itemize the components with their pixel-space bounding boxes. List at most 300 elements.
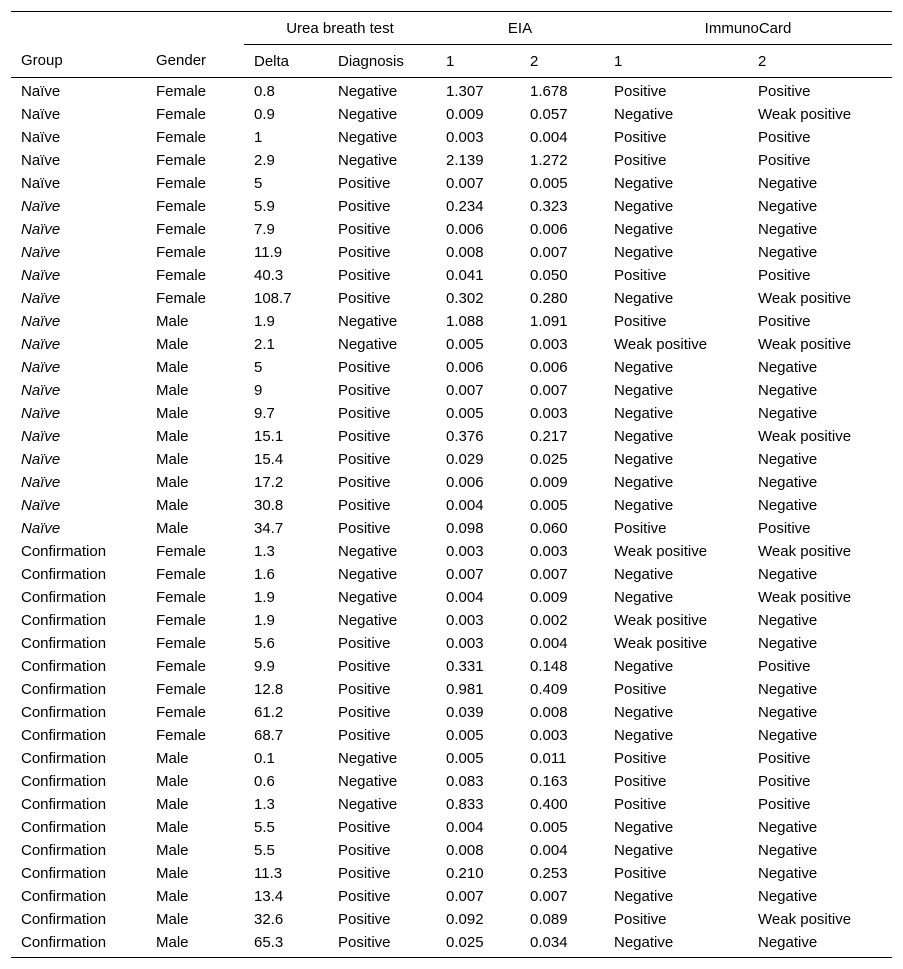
cell-delta: 108.7 [254, 290, 292, 307]
header-gender: Gender [146, 45, 244, 78]
cell-gender: Female [156, 152, 207, 169]
table-row [11, 195, 892, 218]
cell-immunocard-1: Positive [614, 267, 667, 284]
cell-immunocard-2: Weak positive [758, 428, 852, 445]
cell-eia-2: 0.003 [530, 405, 568, 422]
cell-diagnosis: Negative [338, 566, 398, 583]
cell-gender: Male [156, 865, 189, 882]
cell-gender: Female [156, 635, 207, 652]
cell-immunocard-2: Weak positive [758, 336, 852, 353]
cell-delta: 30.8 [254, 497, 284, 514]
cell-immunocard-1: Negative [614, 497, 674, 514]
cell-group: Confirmation [21, 704, 107, 721]
header-group: Group [11, 45, 146, 78]
cell-diagnosis: Positive [338, 911, 391, 928]
cell-group: Naïve [21, 152, 61, 169]
cell-immunocard-1: Positive [614, 750, 667, 767]
cell-eia-1: 0.005 [446, 405, 484, 422]
cell-immunocard-1: Negative [614, 405, 674, 422]
header-urea-breath-test: Urea breath test [244, 12, 436, 45]
cell-delta: 9 [254, 382, 263, 399]
cell-eia-1: 0.833 [446, 796, 484, 813]
cell-immunocard-1: Positive [614, 773, 667, 790]
cell-group: Confirmation [21, 796, 107, 813]
cell-eia-1: 0.039 [446, 704, 484, 721]
results-table-container [11, 11, 892, 958]
cell-eia-2: 0.006 [530, 221, 568, 238]
cell-diagnosis: Negative [338, 796, 398, 813]
cell-eia-1: 0.331 [446, 658, 484, 675]
cell-eia-2: 0.008 [530, 704, 568, 721]
cell-immunocard-2: Positive [758, 750, 811, 767]
header-eia-2: 2 [520, 45, 604, 78]
table-row [11, 103, 892, 126]
table-row [11, 862, 892, 885]
cell-eia-2: 0.005 [530, 497, 568, 514]
cell-delta: 34.7 [254, 520, 284, 537]
cell-eia-2: 0.025 [530, 451, 568, 468]
table-row [11, 793, 892, 816]
cell-immunocard-1: Positive [614, 796, 667, 813]
cell-immunocard-2: Positive [758, 520, 811, 537]
cell-immunocard-2: Weak positive [758, 911, 852, 928]
cell-eia-1: 0.009 [446, 106, 484, 123]
cell-eia-1: 0.005 [446, 336, 484, 353]
header-diagnosis: Diagnosis [328, 45, 436, 78]
cell-diagnosis: Negative [338, 750, 398, 767]
cell-eia-1: 1.088 [446, 313, 484, 330]
cell-eia-2: 1.678 [530, 83, 568, 100]
cell-diagnosis: Negative [338, 612, 398, 629]
table-row [11, 471, 892, 494]
table-row [11, 218, 892, 241]
cell-diagnosis: Positive [338, 405, 391, 422]
cell-eia-2: 0.011 [530, 750, 567, 767]
cell-diagnosis: Negative [338, 589, 398, 606]
cell-delta: 5.5 [254, 819, 275, 836]
cell-eia-1: 0.007 [446, 382, 484, 399]
cell-immunocard-1: Weak positive [614, 336, 708, 353]
cell-delta: 2.9 [254, 152, 275, 169]
cell-immunocard-2: Positive [758, 152, 811, 169]
cell-gender: Female [156, 566, 207, 583]
table-body [11, 78, 892, 958]
cell-eia-1: 0.234 [446, 198, 484, 215]
header-delta: Delta [244, 45, 328, 78]
cell-eia-1: 2.139 [446, 152, 484, 169]
cell-diagnosis: Positive [328, 931, 436, 958]
cell-immunocard-1: Positive [614, 681, 667, 698]
table-row [11, 816, 892, 839]
cell-immunocard-2: Negative [758, 198, 818, 215]
cell-immunocard-1: Negative [614, 428, 674, 445]
cell-group: Confirmation [21, 589, 107, 606]
cell-immunocard-1: Weak positive [614, 612, 708, 629]
cell-gender: Male [156, 497, 189, 514]
cell-gender: Male [156, 796, 189, 813]
cell-eia-1: 0.981 [446, 681, 484, 698]
cell-group: Confirmation [21, 681, 107, 698]
cell-immunocard-2: Positive [758, 773, 811, 790]
cell-gender: Female [156, 106, 207, 123]
cell-gender: Male [156, 336, 189, 353]
cell-immunocard-1: Negative [614, 451, 674, 468]
cell-immunocard-1: Negative [614, 888, 674, 905]
table-row [11, 126, 892, 149]
cell-immunocard-2: Positive [758, 83, 811, 100]
cell-gender: Female [156, 129, 207, 146]
cell-delta: 15.1 [254, 428, 284, 445]
cell-immunocard-2: Weak positive [758, 290, 852, 307]
cell-group: Confirmation [21, 635, 107, 652]
cell-gender: Female [156, 290, 207, 307]
table-row [11, 586, 892, 609]
cell-eia-1: 0.004 [446, 589, 484, 606]
cell-gender: Female [156, 83, 207, 100]
cell-group: Confirmation [21, 842, 107, 859]
cell-immunocard-2: Negative [758, 221, 818, 238]
cell-immunocard-1: Negative [614, 474, 674, 491]
header-eia-1: 1 [436, 45, 520, 78]
cell-group: Confirmation [21, 865, 107, 882]
cell-immunocard-2: Positive [758, 658, 811, 675]
cell-delta: 40.3 [254, 267, 284, 284]
cell-eia-2: 0.089 [530, 911, 568, 928]
cell-eia-1: 0.098 [446, 520, 484, 537]
cell-eia-2: 0.217 [530, 428, 568, 445]
cell-eia-2: 0.003 [530, 727, 568, 744]
cell-delta: 2.1 [254, 336, 275, 353]
cell-eia-1: 0.376 [446, 428, 484, 445]
table-row [11, 724, 892, 747]
cell-gender: Male [156, 911, 189, 928]
cell-immunocard-1: Negative [614, 221, 674, 238]
cell-immunocard-1: Negative [614, 727, 674, 744]
cell-eia-2: 0.007 [530, 244, 568, 261]
table-row [11, 540, 892, 563]
cell-eia-1: 0.006 [446, 359, 484, 376]
cell-delta: 17.2 [254, 474, 284, 491]
header-empty-gender [146, 12, 244, 45]
cell-diagnosis: Positive [338, 497, 391, 514]
cell-immunocard-1: Negative [614, 175, 674, 192]
cell-group: Naïve [21, 244, 61, 261]
cell-delta: 1 [254, 129, 263, 146]
table-row [11, 885, 892, 908]
cell-eia-1: 0.003 [446, 635, 484, 652]
cell-immunocard-1: Positive [614, 152, 667, 169]
table-row [11, 149, 892, 172]
cell-delta: 1.9 [254, 589, 275, 606]
table-row [11, 655, 892, 678]
cell-group: Naïve [21, 267, 61, 284]
cell-diagnosis: Negative [338, 336, 398, 353]
cell-immunocard-1: Negative [614, 658, 674, 675]
cell-diagnosis: Negative [338, 106, 398, 123]
cell-group: Naïve [21, 359, 61, 376]
cell-diagnosis: Positive [338, 681, 391, 698]
cell-delta: 0.6 [254, 773, 275, 790]
cell-eia-2: 0.280 [530, 290, 568, 307]
table-row [11, 78, 892, 104]
cell-diagnosis: Positive [338, 359, 391, 376]
table-row [11, 402, 892, 425]
cell-immunocard-1: Negative [614, 198, 674, 215]
cell-eia-2: 0.009 [530, 474, 568, 491]
cell-gender: Male [156, 359, 189, 376]
cell-immunocard-1: Positive [614, 83, 667, 100]
cell-immunocard-2: Weak positive [758, 589, 852, 606]
cell-immunocard-1: Negative [614, 382, 674, 399]
cell-delta: 61.2 [254, 704, 284, 721]
cell-diagnosis: Positive [338, 451, 391, 468]
cell-delta: 11.3 [254, 865, 283, 882]
cell-group: Naïve [21, 221, 61, 238]
table-row [11, 356, 892, 379]
cell-delta: 0.8 [254, 83, 275, 100]
table-row [11, 425, 892, 448]
cell-delta: 68.7 [254, 727, 284, 744]
cell-immunocard-1: Positive [614, 865, 667, 882]
cell-diagnosis: Negative [338, 152, 398, 169]
cell-eia-1: 0.005 [446, 727, 484, 744]
cell-group: Naïve [21, 497, 61, 514]
cell-eia-2: 0.004 [530, 842, 568, 859]
cell-eia-1: 0.092 [446, 911, 484, 928]
header-immunocard-2: 2 [748, 45, 892, 78]
cell-immunocard-2: Negative [758, 635, 818, 652]
cell-group: Confirmation [21, 727, 107, 744]
cell-delta: 5.5 [254, 842, 275, 859]
cell-delta: 12.8 [254, 681, 284, 698]
cell-group: Confirmation [21, 773, 107, 790]
cell-eia-1: 1.307 [446, 83, 484, 100]
cell-diagnosis: Positive [338, 221, 391, 238]
cell-eia-2: 0.004 [530, 635, 568, 652]
cell-diagnosis: Positive [338, 635, 391, 652]
cell-gender: Male [156, 428, 189, 445]
cell-group: Naïve [21, 129, 61, 146]
cell-immunocard-1: Negative [614, 290, 674, 307]
cell-immunocard-2: Negative [758, 865, 818, 882]
cell-delta: 5.9 [254, 198, 275, 215]
cell-gender: Male [156, 819, 189, 836]
cell-diagnosis: Positive [338, 244, 391, 261]
cell-eia-1: 0.007 [446, 566, 484, 583]
cell-gender: Female [156, 198, 207, 215]
cell-immunocard-1: Negative [614, 589, 674, 606]
header-immunocard: ImmunoCard [604, 12, 892, 45]
results-table [11, 11, 892, 958]
table-row [11, 287, 892, 310]
cell-diagnosis: Positive [338, 842, 391, 859]
cell-immunocard-2: Weak positive [758, 106, 852, 123]
cell-eia-2: 0.060 [530, 520, 568, 537]
cell-group: Confirmation [21, 566, 107, 583]
cell-diagnosis: Positive [338, 382, 391, 399]
cell-group: Naïve [21, 336, 61, 353]
cell-diagnosis: Negative [338, 83, 398, 100]
cell-gender: Male [156, 520, 189, 537]
cell-eia-1: 0.004 [446, 819, 484, 836]
cell-immunocard-1: Negative [614, 842, 674, 859]
cell-immunocard-2: Negative [748, 931, 892, 958]
cell-group: Confirmation [21, 543, 107, 560]
cell-delta: 0.1 [254, 750, 275, 767]
table-row [11, 517, 892, 540]
cell-immunocard-2: Negative [758, 727, 818, 744]
cell-delta: 5 [254, 359, 263, 376]
cell-eia-2: 0.050 [530, 267, 568, 284]
header-empty-group [11, 12, 146, 45]
cell-delta: 1.6 [254, 566, 275, 583]
cell-group: Naïve [21, 382, 61, 399]
table-row [11, 747, 892, 770]
cell-gender: Male [156, 842, 189, 859]
cell-gender: Male [156, 888, 189, 905]
cell-group: Confirmation [21, 911, 107, 928]
cell-immunocard-2: Negative [758, 451, 818, 468]
cell-gender: Female [156, 543, 207, 560]
cell-immunocard-2: Negative [758, 566, 818, 583]
cell-gender: Female [156, 612, 207, 629]
table-row [11, 632, 892, 655]
cell-group: Naïve [21, 451, 61, 468]
cell-eia-2: 0.009 [530, 589, 568, 606]
cell-immunocard-2: Negative [758, 359, 818, 376]
cell-gender: Male [156, 773, 189, 790]
cell-eia-1: 0.005 [446, 750, 484, 767]
cell-eia-2: 0.034 [520, 931, 604, 958]
cell-group: Naïve [21, 175, 61, 192]
header-eia: EIA [436, 12, 604, 45]
cell-gender: Male [146, 931, 244, 958]
cell-diagnosis: Positive [338, 658, 391, 675]
cell-eia-1: 0.041 [446, 267, 484, 284]
cell-delta: 11.9 [254, 244, 283, 261]
cell-eia-2: 0.003 [530, 543, 568, 560]
cell-group: Naïve [21, 198, 61, 215]
cell-immunocard-2: Negative [758, 474, 818, 491]
cell-diagnosis: Positive [338, 290, 391, 307]
cell-gender: Female [156, 175, 207, 192]
cell-group: Naïve [21, 428, 61, 445]
cell-group: Naïve [21, 520, 61, 537]
cell-diagnosis: Positive [338, 865, 391, 882]
cell-group: Confirmation [21, 612, 107, 629]
cell-eia-2: 0.409 [530, 681, 568, 698]
cell-eia-1: 0.003 [446, 543, 484, 560]
cell-gender: Female [156, 244, 207, 261]
cell-gender: Female [156, 221, 207, 238]
cell-gender: Female [156, 589, 207, 606]
cell-delta: 1.3 [254, 796, 275, 813]
cell-diagnosis: Positive [338, 267, 391, 284]
table-row [11, 333, 892, 356]
cell-immunocard-2: Negative [758, 842, 818, 859]
cell-diagnosis: Positive [338, 198, 391, 215]
cell-delta: 9.9 [254, 658, 275, 675]
cell-diagnosis: Positive [338, 888, 391, 905]
cell-immunocard-2: Positive [758, 129, 811, 146]
cell-group: Confirmation [21, 658, 107, 675]
table-row [11, 494, 892, 517]
cell-eia-2: 0.323 [530, 198, 568, 215]
cell-diagnosis: Positive [338, 727, 391, 744]
cell-immunocard-2: Negative [758, 888, 818, 905]
cell-gender: Female [156, 658, 207, 675]
cell-immunocard-1: Negative [614, 704, 674, 721]
cell-gender: Male [156, 474, 189, 491]
cell-immunocard-1: Negative [604, 931, 748, 958]
cell-eia-2: 0.007 [530, 888, 568, 905]
table-row [11, 839, 892, 862]
cell-delta: 5 [254, 175, 263, 192]
table-row [11, 609, 892, 632]
cell-eia-2: 0.006 [530, 359, 568, 376]
cell-immunocard-2: Negative [758, 244, 818, 261]
cell-immunocard-1: Positive [614, 129, 667, 146]
table-row [11, 563, 892, 586]
cell-group: Naïve [21, 106, 61, 123]
cell-immunocard-1: Weak positive [614, 635, 708, 652]
cell-eia-1: 0.025 [436, 931, 520, 958]
cell-immunocard-1: Negative [614, 359, 674, 376]
cell-diagnosis: Positive [338, 819, 391, 836]
cell-immunocard-2: Positive [758, 313, 811, 330]
cell-immunocard-2: Negative [758, 382, 818, 399]
table-row [11, 379, 892, 402]
cell-group: Confirmation [11, 931, 146, 958]
cell-eia-2: 0.007 [530, 566, 568, 583]
cell-eia-2: 0.005 [530, 175, 568, 192]
cell-eia-1: 0.083 [446, 773, 484, 790]
cell-group: Naïve [21, 313, 61, 330]
cell-eia-1: 0.302 [446, 290, 484, 307]
cell-diagnosis: Negative [338, 773, 398, 790]
table-row [11, 908, 892, 931]
cell-immunocard-1: Negative [614, 819, 674, 836]
cell-gender: Male [156, 313, 189, 330]
cell-immunocard-1: Positive [614, 313, 667, 330]
cell-eia-2: 0.057 [530, 106, 568, 123]
cell-delta: 1.9 [254, 313, 275, 330]
header-row-groups [11, 12, 892, 45]
cell-group: Naïve [21, 405, 61, 422]
cell-immunocard-2: Negative [758, 497, 818, 514]
table-row [11, 264, 892, 287]
cell-gender: Male [156, 382, 189, 399]
cell-delta: 7.9 [254, 221, 275, 238]
cell-immunocard-1: Weak positive [614, 543, 708, 560]
cell-gender: Female [156, 727, 207, 744]
cell-delta: 65.3 [244, 931, 328, 958]
cell-immunocard-1: Negative [614, 106, 674, 123]
table-row [11, 310, 892, 333]
cell-diagnosis: Negative [338, 313, 398, 330]
cell-gender: Female [156, 681, 207, 698]
cell-group: Confirmation [21, 750, 107, 767]
cell-immunocard-1: Positive [614, 911, 667, 928]
cell-eia-2: 0.002 [530, 612, 568, 629]
cell-immunocard-1: Negative [614, 566, 674, 583]
cell-immunocard-1: Positive [614, 520, 667, 537]
cell-eia-2: 0.148 [530, 658, 568, 675]
cell-eia-2: 1.091 [530, 313, 568, 330]
cell-gender: Female [156, 267, 207, 284]
cell-immunocard-2: Negative [758, 681, 818, 698]
cell-group: Naïve [21, 474, 61, 491]
